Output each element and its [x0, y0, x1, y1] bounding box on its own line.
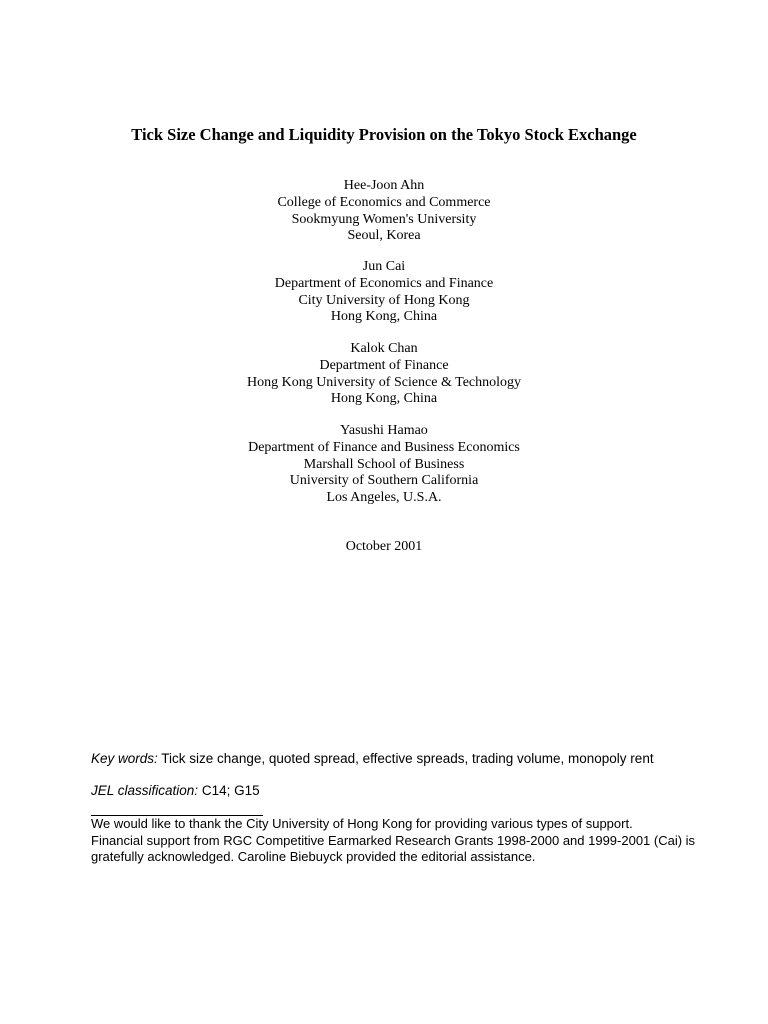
paper-date: October 2001 — [345, 539, 423, 554]
author-block-ahn — [0, 178, 768, 245]
author-affiliation-line: Hong Kong University of Science & Technology — [246, 374, 522, 390]
paper-title: Tick Size Change and Liquidity Provision on the Tokyo Stock Exchange — [131, 125, 637, 144]
keywords-text: Tick size change, quoted spread, effective spreads, trading volume, monopoly rent — [161, 751, 654, 766]
author-affiliation-line: City University of Hong Kong — [298, 292, 470, 308]
footnote-line: Financial support from RGC Competitive Earmarked Research Grants 1998-2000 and 1999-2001 (Cai) is — [91, 832, 696, 848]
author-name: Jun Cai — [362, 259, 406, 274]
author-block-hamao — [0, 423, 768, 507]
author-affiliation-line: University of Southern California — [289, 473, 479, 489]
author-affiliation-line: Marshall School of Business — [303, 456, 465, 472]
author-name: Yasushi Hamao — [340, 423, 428, 438]
author-affiliation-line: Seoul, Korea — [347, 228, 421, 244]
author-affiliation-line: Department of Finance — [319, 357, 449, 373]
author-affiliation-line: Department of Finance and Business Economics — [248, 439, 520, 455]
jel-text: C14; G15 — [201, 783, 260, 798]
footnote-line: gratefully acknowledged. Caroline Biebuyck provided the editorial assistance. — [91, 849, 536, 865]
author-name: Kalok Chan — [350, 341, 418, 356]
author-affiliation-line: Los Angeles, U.S.A. — [326, 490, 442, 506]
author-block-cai — [0, 259, 768, 326]
author-affiliation-line: Hong Kong, China — [330, 391, 438, 407]
author-block-chan — [0, 341, 768, 408]
footnote — [91, 816, 696, 866]
keywords-line — [91, 750, 654, 767]
jel-classification-line — [91, 782, 260, 799]
author-affiliation-line: Department of Economics and Finance — [274, 275, 494, 291]
author-affiliation-line: Hong Kong, China — [330, 309, 438, 325]
jel-label: JEL classification: — [91, 783, 199, 798]
keywords-label: Key words: — [91, 751, 158, 766]
author-affiliation-line: Sookmyung Women's University — [291, 211, 477, 227]
author-name: Hee-Joon Ahn — [343, 178, 425, 193]
author-affiliation-line: College of Economics and Commerce — [277, 194, 491, 210]
footnote-line: We would like to thank the City University of Hong Kong for providing various types of support. — [91, 816, 633, 831]
